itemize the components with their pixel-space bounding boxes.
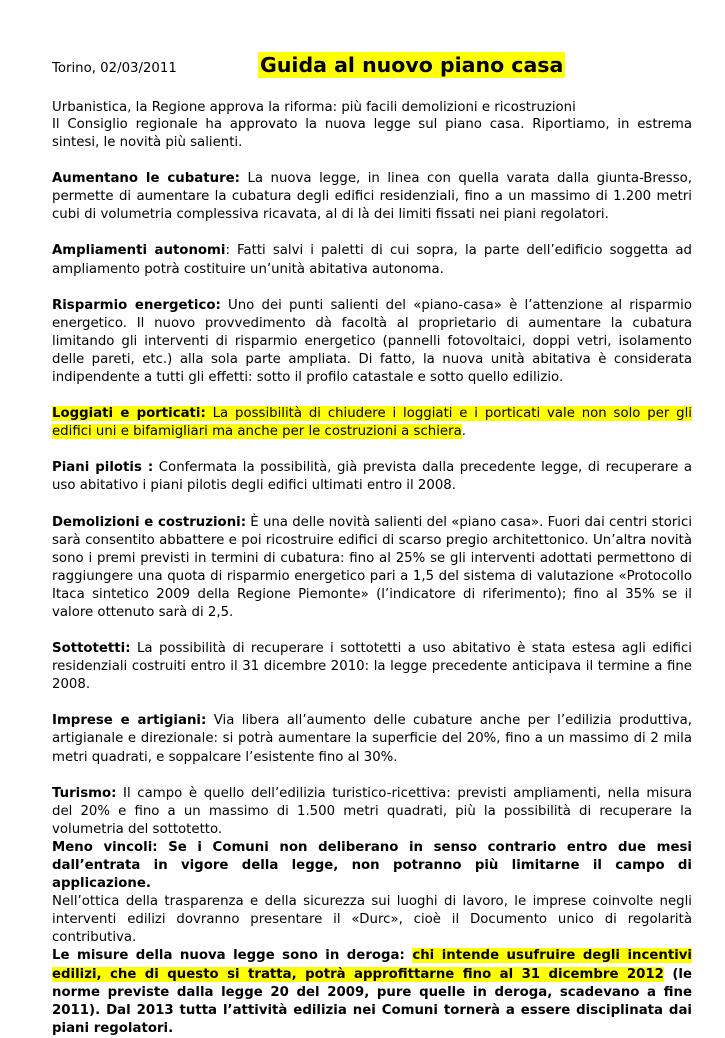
section-text: Il campo è quello dell’edilizia turistico-ricettiva: previsti ampliamenti, nella misura del 20% e fino a un massimo di 1.500 metri quadrati, più la possibilità di recuperare la volumetria del sottotetto. [52, 785, 692, 837]
section-heading: Demolizioni e costruzioni: [52, 514, 247, 530]
section-text: La nuova legge, in linea con quella varata dalla giunta-Bresso, permette di aumentare la cubatura degli edifici residenziali, fino a un massimo di 1.200 metri cubi di volumetria complessiva ricavata, al di là dei limiti fissati nei piani regolatori. [52, 171, 692, 223]
section-tail: . [461, 424, 466, 440]
section-loggiati [52, 405, 692, 441]
meno-vincoli-text: Meno vincoli: Se i Comuni non deliberano in senso contrario entro due mesi dall’entrata in vigore della legge, non potranno più limitarne il campo di applicazione. [52, 839, 692, 892]
section-text: Uno dei punti salienti del «piano-casa» è l’attenzione al risparmio energetico. Il nuovo provvedimento dà facoltà al proprietario di aumentare la cubatura limitando gli interventi di risparmio energetico (pannelli fotovoltaici, doppi vetri, isolamento delle pareti, etc.) alla sola parte ampliata. Di fatto, la nuova unità abitativa è considerata indipendente a tutti gli effetti: sotto il profilo catastale e sotto quello edilizio. [52, 297, 692, 386]
section-risparmio [52, 297, 692, 387]
section-turismo [52, 785, 692, 839]
section-heading: Turismo: [52, 785, 117, 801]
section-text: La possibilità di recuperare i sottotetti a uso abitativo è stata estesa agli edifici residenziali costruiti entro il 31 dicembre 2010: la legge precedente anticipava il termine a fine 2008. [52, 641, 692, 693]
section-heading: Sottotetti: [52, 641, 131, 657]
section-heading: Piani pilotis : [52, 460, 154, 476]
section-text: La possibilità di chiudere i loggiati e i porticati vale non solo per gli edifici uni e bifamigliari ma anche per le costruzioni a schiera [52, 406, 692, 440]
section-text: Via libera all’aumento delle cubature anche per l’edilizia produttiva, artigianale e direzionale: si potrà aumentare la superficie del 20%, fino a un massimo di 2 mila metri quadrati, e soppalcare l’esistente fino al 30%. [52, 713, 692, 765]
section-heading: Aumentano le cubature: [52, 171, 240, 187]
section-cubature [52, 170, 692, 224]
section-heading: Ampliamenti autonomi [52, 243, 226, 259]
section-text: : Fatti salvi i paletti di cui sopra, la parte dell’edificio soggetta ad ampliamento potrà costituire un’unità abitativa autonoma. [52, 243, 692, 277]
section-sottotetti [52, 640, 692, 694]
section-deroga [52, 947, 692, 1037]
document-title: Guida al nuovo piano casa [260, 53, 564, 77]
document-date: Torino, 02/03/2011 [52, 61, 177, 76]
deroga-rest: (le norme previste dalla legge 20 del 2009, pure quelle in deroga, scadevano a fine 2011). Dal 2013 tutta l’attività edilizia nei Comuni tornerà a essere disciplinata dai piani regolatori. [52, 966, 692, 1036]
intro-text: Il Consiglio regionale ha approvato la nuova legge sul piano casa. Riportiamo, in estrema sintesi, le novità più salienti. [52, 117, 692, 151]
section-demolizioni [52, 514, 692, 623]
section-heading: Imprese e artigiani: [52, 713, 207, 729]
document-page [52, 54, 692, 1038]
section-text: Confermata la possibilità, già prevista dalla precedente legge, di recuperare a uso abitativo i piani pilotis degli edifici ultimati entro il 2008. [52, 460, 692, 494]
deroga-lead: Le misure della nuova legge sono in deroga: [52, 948, 413, 964]
section-heading: Risparmio energetico: [52, 297, 221, 313]
section-ampliamenti [52, 242, 692, 278]
section-pilotis [52, 459, 692, 495]
section-meno-vincoli [52, 839, 692, 893]
subtitle: Urbanistica, la Regione approva la riforma: più facili demolizioni e ricostruzioni [52, 100, 576, 115]
section-imprese [52, 712, 692, 766]
deroga-highlight: chi intende usufruire degli incentivi edilizi, che di questo si tratta, potrà approfittarne fino al 31 dicembre 2012 [52, 948, 692, 982]
section-trasparenza: Nell’ottica della trasparenza e della sicurezza sui luoghi di lavoro, le imprese coinvolte negli interventi edilizi dovranno presentare il «Durc», cioè il Documento unico di regolarità contributiva. [52, 894, 692, 946]
highlighted-text [52, 406, 692, 439]
document-header [52, 54, 692, 86]
section-heading: Loggiati e porticati: [52, 406, 206, 422]
section-text: È una delle novità salienti del «piano casa». Fuori dai centri storici sarà consentito abbattere e poi ricostruire edifici di scarso pregio architettonico. Un’altra novità sono i premi previsti in termini di cubatura: fino al 25% se gli interventi adottati permettono di raggiungere una quota di risparmio energetico pari a 1,5 del sistema di valutazione «Protocollo Itaca sintetico 2009 della Regione Piemonte» (l’indicatore di riferimento); fino al 35% se il valore ottenuto sarà di 2,5. [52, 514, 693, 620]
